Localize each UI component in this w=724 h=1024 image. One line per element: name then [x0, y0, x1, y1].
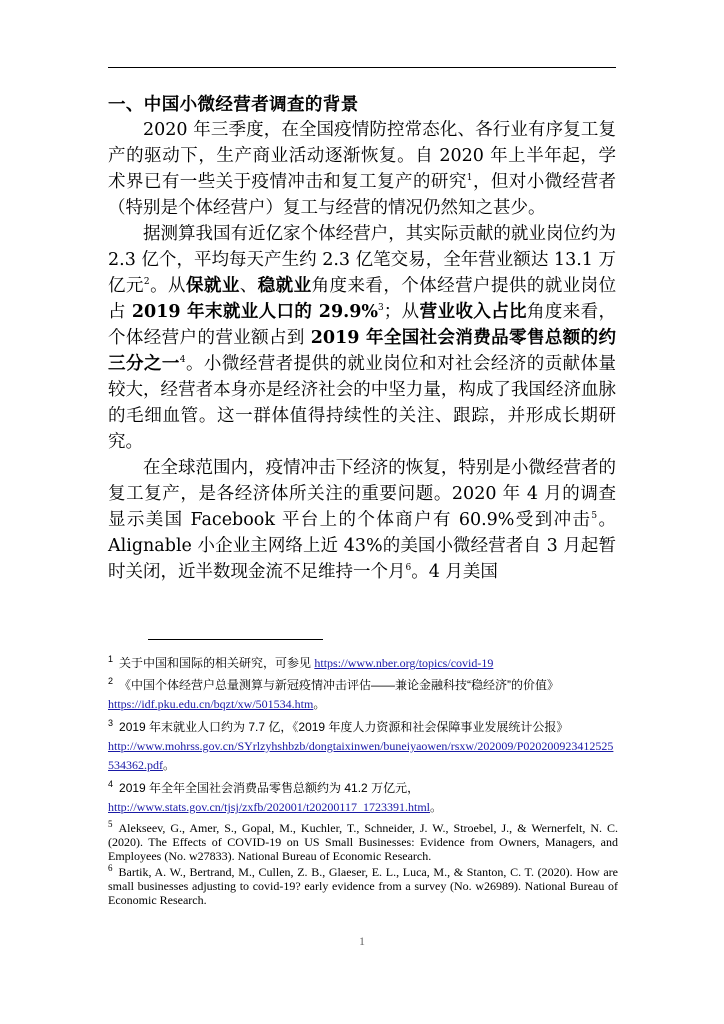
header-rule	[108, 67, 616, 68]
page-number: 1	[359, 934, 365, 948]
footnote-link[interactable]: https://www.nber.org/topics/covid-19	[314, 656, 494, 670]
emphasis: 2019 年末就业人口的 29.9%	[131, 302, 379, 322]
emphasis: 营业收入占比	[419, 302, 527, 322]
footnote-ref-5[interactable]: 5	[591, 511, 598, 522]
footnote-5: $^5$ Alekseev, G., Amer, S., Gopal, M., Kuchler, T., Schneider, J. W., Stroebel, J., & Wernerfelt, N. C. (2020). The Effects of COVID-19 on US Small Businesses: Evidence from Owners, Managers, and Employees (No. w27833). National Bureau of Economic Research.	[108, 819, 618, 863]
emphasis: 2019 年全国社会消费品零售总额的约三分之一	[108, 328, 616, 374]
footnote-ref-1[interactable]: 1	[466, 173, 473, 184]
section-heading: 一、中国小微经营者调查的背景	[108, 95, 359, 115]
footnote-separator	[148, 639, 323, 640]
footnote-4: $^4$ 2019 年全年全国社会消费品零售总额约为 41.2 万亿元， http://www.stats.gov.cn/tjsj/zxfb/202001/t20200117_1723391.html。	[108, 779, 443, 814]
footnote-link[interactable]: http://www.mohrss.gov.cn/SYrlzyhshbzb/dongtaixinwen/buneiyaowen/rsxw/202009/P020200923412525534362.pdf	[108, 739, 614, 772]
footnote-3: $^3$ 2019 年末就业人口约为 7.7 亿，《2019 年度人力资源和社会保障事业发展统计公报》 http://www.mohrss.gov.cn/SYrlzyhshbzb/dongtaixinwen/buneiyaowen/rsxw/202009/P020200923412525534362.pdf。	[108, 718, 614, 772]
footnote-ref-6[interactable]: 6	[405, 563, 412, 574]
footnote-1: $^1$ 关于中国和国际的相关研究，可参见 https://www.nber.org/topics/covid-19	[108, 654, 494, 670]
footnote-ref-2[interactable]: 2	[143, 277, 150, 288]
footnote-6: $^6$ Bartik, A. W., Bertrand, M., Cullen, Z. B., Glaeser, E. L., Luca, M., & Stanton, C. T. (2020). How are small businesses adjusting to covid-19? early evidence from a survey (No. w26989). National Bureau of Economic Research.	[108, 863, 618, 907]
footnote-ref-3[interactable]: 3	[378, 303, 384, 314]
footnote-ref-4[interactable]: 4	[179, 355, 186, 366]
paragraph-3: 在全球范围内，疫情冲击下经济的恢复，特别是小微经营者的复工复产，是各经济体所关注的重要问题。2020 年 4 月的调查显示美国 Facebook 平台上的个体商户有 60.9%受到冲击$^5$。Alignable 小企业主网络上近 43%的美国小微经营者自 3 月起暂时关闭，近半数现金流不足维持一个月$^6$。4 月美国	[108, 458, 616, 582]
footnote-link[interactable]: http://www.stats.gov.cn/tjsj/zxfb/202001/t20200117_1723391.html	[108, 800, 430, 814]
body-text	[108, 117, 616, 585]
footnote-2: $^2$ 《中国个体经营户总量测算与新冠疫情冲击评估——兼论金融科技“稳经济”的价值》 https://idf.pku.edu.cn/bqzt/xw/501534.htm。	[108, 676, 560, 711]
emphasis: 稳就业	[257, 276, 312, 296]
paragraph-2: 据测算我国有近亿家个体经营户，其实际贡献的就业岗位约为 2.3 亿个，平均每天产生约 2.3 亿笔交易，全年营业额达 13.1 万亿元$^2$。从保就业、稳就业角度来看，个体经营户提供的就业岗位占 2019 年末就业人口的 29.9%$^3$；从营业收入占比角度来看，个体经营户的营业额占到 2019 年全国社会消费品零售总额的约三分之一$^4$。小微经营者提供的就业岗位和对社会经济的贡献体量较大，经营者本身亦是经济社会的中坚力量，构成了我国经济血脉的毛细血管。这一群体值得持续性的关注、跟踪，并形成长期研究。	[108, 224, 617, 452]
emphasis: 保就业	[185, 276, 240, 296]
footnote-link[interactable]: https://idf.pku.edu.cn/bqzt/xw/501534.htm	[108, 697, 314, 711]
paragraph-1: 2020 年三季度，在全国疫情防控常态化、各行业有序复工复产的驱动下，生产商业活动逐渐恢复。自 2020 年上半年起，学术界已有一些关于疫情冲击和复工复产的研究$^1$，但对小微经营者（特别是个体经营户）复工与经营的情况仍然知之甚少。	[108, 120, 617, 218]
